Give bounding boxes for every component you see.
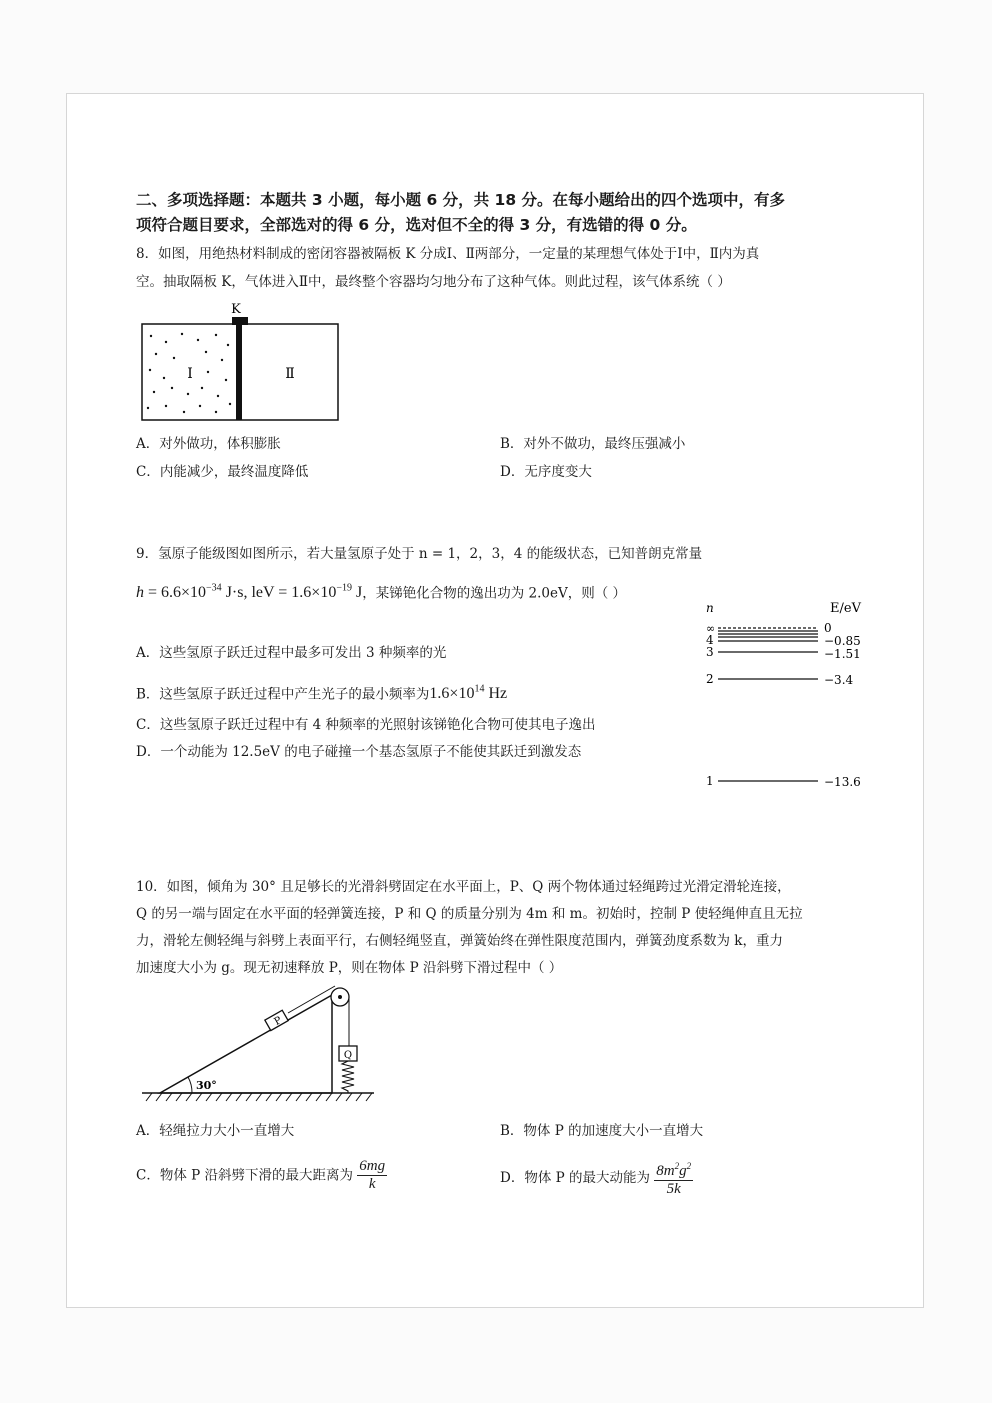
level-inf-e: 0 [824,621,832,635]
energy-level-lines [718,628,818,781]
block-q-label: Q [343,1050,353,1061]
partition-k [236,324,242,420]
q8-option-a[interactable]: A．对外做功，体积膨胀 [136,436,281,452]
q8-option-c[interactable]: C．内能减少，最终温度降低 [136,464,309,480]
q10-incline-figure [140,983,378,1107]
q9-stem-line1: 9．氢原子能级图如图所示，若大量氢原子处于 n = 1，2，3，4 的能级状态，已知普朗克常量 [136,546,703,562]
q8-stem-line1: 8．如图，用绝热材料制成的密闭容器被隔板 K 分成Ⅰ、Ⅱ两部分，一定量的某理想气体处于Ⅰ中，Ⅱ内为真 [136,246,760,262]
max-kinetic-energy-fraction: $\frac{8m^2g^2}{5k}$ [654,1158,693,1198]
q10-stem-line2: Q 的另一端与固定在水平面的轻弹簧连接，P 和 Q 的质量分别为 4m 和 m。初始时，控制 P 使轻绳伸直且无拉 [136,906,803,922]
q9-option-c[interactable]: C．这些氢原子跃迁过程中有 4 种频率的光照射该锑铯化合物可使其电子逸出 [136,717,596,733]
level-3-n: 3 [706,645,714,659]
level-3-e: −1.51 [824,647,861,661]
q9-option-b[interactable]: B．这些氢原子跃迁过程中产生光子的最小频率为$1.6\times 10^{14}$ Hz [136,684,508,703]
q10-stem-line1: 10．如图，倾角为 30° 且足够长的光滑斜劈固定在水平面上，P、Q 两个物体通过轻绳跨过光滑定滑轮连接， [136,879,791,895]
rope-left [288,986,335,1013]
region-1-label: Ⅰ [187,366,193,382]
level-1-e: −13.6 [824,775,861,789]
angle-arc [188,1077,192,1093]
q9-stem-line2: $h = 6.6\times 10^{-34}$ J·s, leV = $1.6\times 10^{-19}$ J，某锑铯化合物的逸出功为 2.0eV，则（ ） [136,583,626,602]
q10-stem-line3: 力，滑轮左侧轻绳与斜劈上表面平行，右侧轻绳竖直，弹簧始终在弹性限度范围内，弹簧劲度系数为 k，重力 [136,933,783,949]
q10-stem-line4: 加速度大小为 g。现无初速释放 P，则在物体 P 沿斜劈下滑过程中（ ） [136,960,563,976]
level-2-n: 2 [706,672,714,686]
q9-option-d[interactable]: D．一个动能为 12.5eV 的电子碰撞一个基态氢原子不能使其跃迁到激发态 [136,744,582,760]
q10-option-d[interactable]: D．物体 P 的最大动能为 $\frac{8m^2g^2}{5k}$ [500,1158,693,1198]
incline-angle-label: 30° [196,1079,217,1092]
spring [342,1061,354,1093]
section-heading [136,188,785,238]
level-4-n: 4 [706,633,714,647]
planck-constant-formula: $h = 6.6\times 10^{-34}$ J·s, leV = $1.6\times 10^{-19}$ J [136,583,363,602]
max-distance-fraction: $\frac{6mg}{k}$ [359,1158,386,1192]
level-4-e: −0.85 [824,634,861,648]
q10-option-c[interactable]: C．物体 P 沿斜劈下滑的最大距离为 $\frac{6mg}{k}$ [136,1158,386,1192]
level-inf-n: ∞ [706,622,716,635]
q8-container-figure [136,300,346,428]
q8-option-b[interactable]: B．对外不做功，最终压强减小 [500,436,686,452]
q10-option-a[interactable]: A．轻绳拉力大小一直增大 [136,1123,295,1139]
section-heading-line1: 二、多项选择题：本题共 3 小题，每小题 6 分，共 18 分。在每小题给出的四个选项中，有多 [136,191,786,209]
incline-wedge [160,995,332,1093]
level-1-n: 1 [706,774,714,788]
block-p-label: P [272,1014,284,1028]
q9-energy-level-diagram [700,598,870,798]
partition-k-label: K [231,302,241,317]
q8-stem-line2: 空。抽取隔板 K，气体进入Ⅱ中，最终整个容器均匀地分布了这种气体。则此过程，该气体系统（ ） [136,274,731,290]
q9-option-a[interactable]: A．这些氢原子跃迁过程中最多可发出 3 种频率的光 [136,645,447,661]
section-heading-line2: 项符合题目要求，全部选对的得 6 分，选对但不全的得 3 分，有选错的得 0 分。 [136,216,697,234]
min-frequency-value: $1.6\times 10^{14}$ Hz [429,684,508,703]
region-2-label: Ⅱ [285,366,295,382]
q8-option-d[interactable]: D．无序度变大 [500,464,592,480]
ground-hatching [146,1093,372,1101]
e-axis-label: E/eV [830,601,861,616]
q10-option-b[interactable]: B．物体 P 的加速度大小一直增大 [500,1123,704,1139]
n-axis-label: n [706,601,714,615]
level-2-e: −3.4 [824,673,854,687]
